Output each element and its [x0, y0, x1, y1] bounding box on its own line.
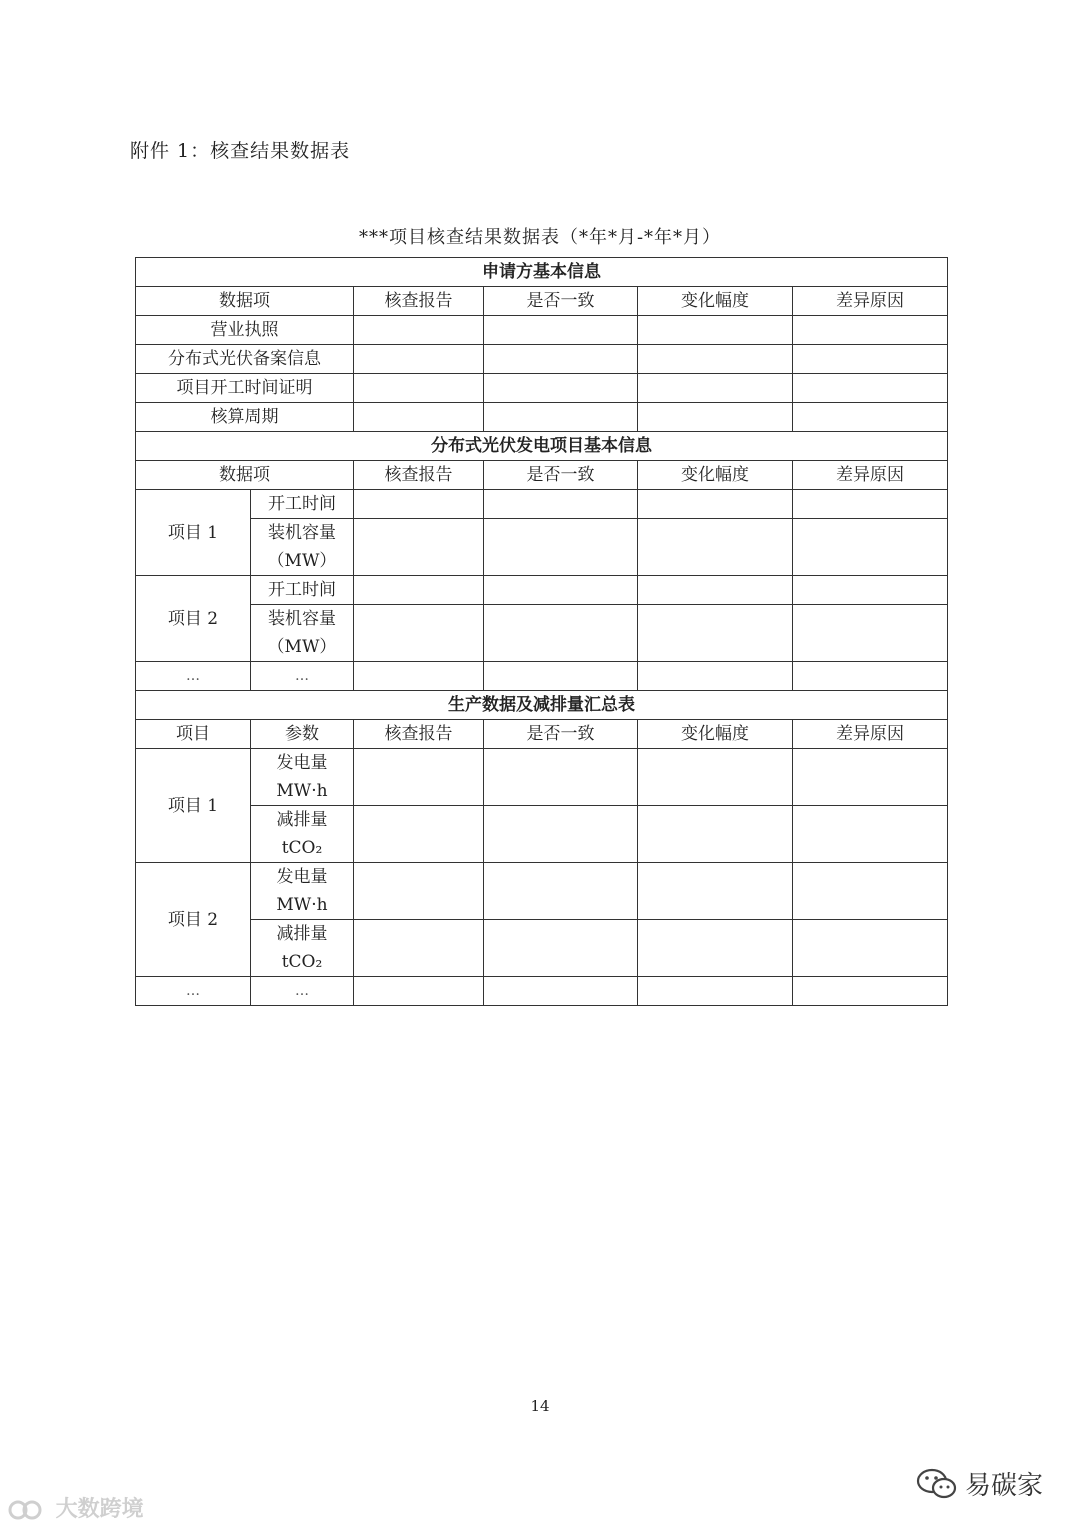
table-row — [136, 863, 948, 920]
table-row — [136, 977, 948, 1006]
table-header-row — [136, 720, 948, 749]
wechat-icon — [915, 1466, 959, 1502]
table-header-row — [136, 287, 948, 316]
ellipsis-cell: … — [136, 977, 251, 1006]
param-label: 发电量 MW·h — [251, 863, 354, 920]
header-report: 核查报告 — [354, 461, 484, 490]
project-label: 项目 2 — [136, 863, 251, 977]
table-row — [136, 403, 948, 432]
section-title-production: 生产数据及减排量汇总表 — [136, 691, 948, 720]
row-label: 营业执照 — [136, 316, 354, 345]
table-row — [136, 345, 948, 374]
page-number: 14 — [530, 1397, 550, 1415]
project-label: 项目 2 — [136, 576, 251, 662]
param-label: 减排量 tCO₂ — [251, 920, 354, 977]
project-label: 项目 1 — [136, 749, 251, 863]
section-title-pv-project: 分布式光伏发电项目基本信息 — [136, 432, 948, 461]
header-data-item: 数据项 — [136, 287, 354, 316]
header-consistent: 是否一致 — [484, 461, 638, 490]
header-change: 变化幅度 — [638, 461, 793, 490]
ellipsis-cell: … — [251, 662, 354, 691]
project-label: 项目 1 — [136, 490, 251, 576]
header-change: 变化幅度 — [638, 720, 793, 749]
header-reason: 差异原因 — [793, 287, 948, 316]
row-label: 项目开工时间证明 — [136, 374, 354, 403]
header-reason: 差异原因 — [793, 461, 948, 490]
table-row — [136, 374, 948, 403]
verification-results-table — [135, 257, 948, 1006]
watermark-logo-icon — [8, 1497, 44, 1523]
watermark-right — [915, 1465, 1043, 1502]
header-reason: 差异原因 — [793, 720, 948, 749]
watermark-left-text: 大数跨境 — [55, 1497, 144, 1522]
table-row — [136, 749, 948, 806]
table-row — [136, 662, 948, 691]
table-row — [136, 519, 948, 576]
watermark-left — [8, 1492, 144, 1523]
table-row — [136, 316, 948, 345]
ellipsis-cell: … — [136, 662, 251, 691]
header-consistent: 是否一致 — [484, 287, 638, 316]
header-change: 变化幅度 — [638, 287, 793, 316]
header-report: 核查报告 — [354, 287, 484, 316]
table-row — [136, 920, 948, 977]
table-row — [136, 605, 948, 662]
param-label: 开工时间 — [251, 576, 354, 605]
header-project: 项目 — [136, 720, 251, 749]
header-data-item: 数据项 — [136, 461, 354, 490]
section-title-applicant: 申请方基本信息 — [136, 258, 948, 287]
header-param: 参数 — [251, 720, 354, 749]
table-header-row — [136, 461, 948, 490]
param-label: 减排量 tCO₂ — [251, 806, 354, 863]
table-row — [136, 490, 948, 519]
table-row — [136, 576, 948, 605]
row-label: 核算周期 — [136, 403, 354, 432]
watermark-right-text: 易碳家 — [965, 1471, 1044, 1501]
row-label: 分布式光伏备案信息 — [136, 345, 354, 374]
attachment-title: 附件 1：核查结果数据表 — [130, 140, 351, 162]
param-label: 开工时间 — [251, 490, 354, 519]
table-row — [136, 806, 948, 863]
table-title: ***项目核查结果数据表（*年*月-*年*月） — [358, 227, 722, 248]
param-label: 装机容量 （MW） — [251, 605, 354, 662]
param-label: 发电量 MW·h — [251, 749, 354, 806]
header-consistent: 是否一致 — [484, 720, 638, 749]
ellipsis-cell: … — [251, 977, 354, 1006]
param-label: 装机容量 （MW） — [251, 519, 354, 576]
header-report: 核查报告 — [354, 720, 484, 749]
